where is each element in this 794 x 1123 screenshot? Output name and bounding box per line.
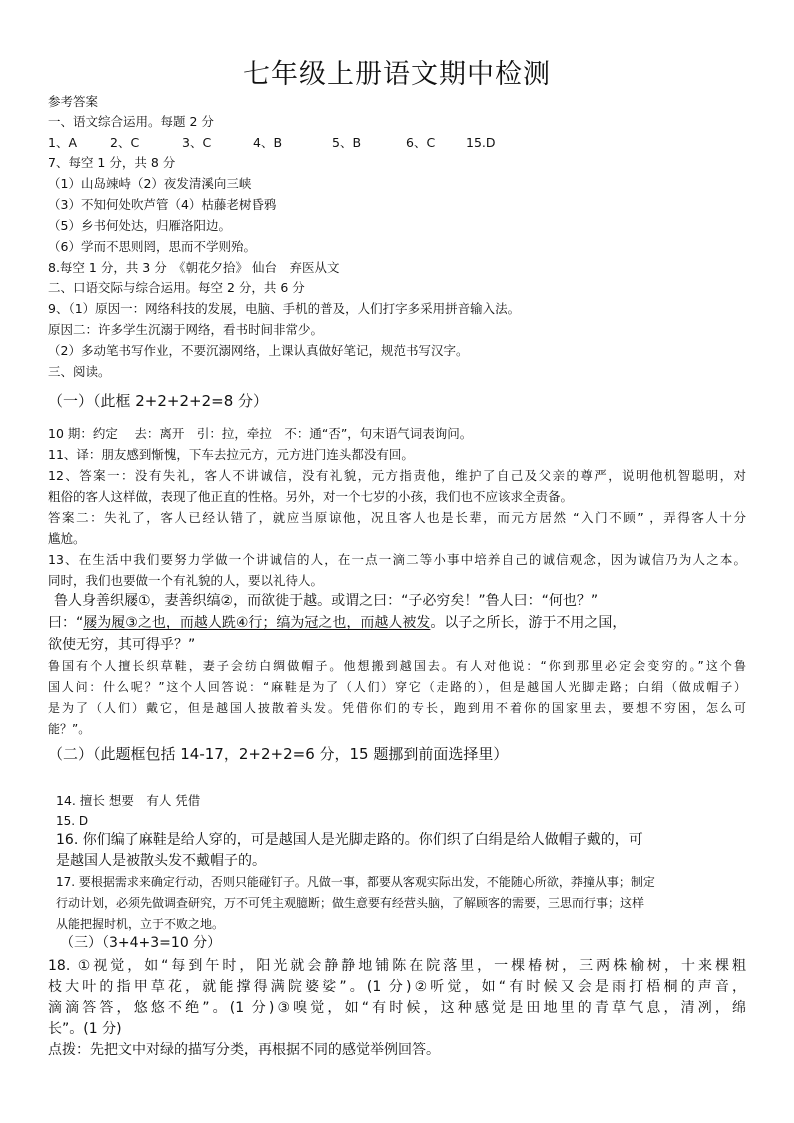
part3-heading: 三、阅读。 (48, 364, 111, 379)
q11-answer: 11、译：朋友感到惭愧，下车去拉元方，元方进门连头都没有回。 (48, 447, 414, 462)
q16-line: 是越国人是被散头发不戴帽子的。 (56, 853, 266, 869)
choice-answer: 1、A (48, 135, 78, 150)
q10-answer: 10 期：约定 去：离开 引：拉，牵拉 不：通“否”，句末语气词表询问。 (48, 426, 473, 441)
q7-line: （3）不知何处吹芦管（4）枯藤老树昏鸦 (48, 197, 277, 212)
choice-answer: 2、C (110, 135, 140, 150)
choice-answer: 4、B (253, 135, 283, 150)
passage-line: 鲁人身善织屦①，妻善织缟②，而欲徙于越。或谓之曰：“子必穷矣！”鲁人曰：“何也？” (54, 593, 599, 609)
q7-line: （6）学而不思则罔，思而不学则殆。 (48, 239, 256, 254)
translation-line: 国人问：什么呢？”这个人回答说：“麻鞋是为了（人们）穿它（走路的），但是越国人光脚走路；白绢（做成帽子） (48, 680, 746, 694)
passage-underlined-text: 屦为履③之也，而越人跣④行；缟为冠之也，而越人被发 (83, 615, 431, 631)
answers-label: 参考答案 (48, 94, 99, 109)
q18-line: 18. ①视觉，如“每到午时，阳光就会静静地铺陈在院落里，一棵椿树，三两株榆树，十来棵粗 (48, 958, 746, 974)
q9-line: 原因二：许多学生沉溺于网络，看书时间非常少。 (48, 322, 324, 337)
q12-line: 尴尬。 (48, 531, 86, 546)
choice-answer: 5、B (332, 135, 362, 150)
translation-line: 是为了（人们）戴它，但是越国人披散着头发。凭借你们的专长，跑到用不着你的国家里去，要想不穷困，怎么可 (48, 701, 746, 715)
section3-heading: （三）（3+4+3=10 分） (60, 935, 222, 951)
passage-text: 。以子之所长，游于不用之国， (430, 615, 627, 631)
choice-answer: 3、C (182, 135, 212, 150)
section2-heading: （二）（此题框包括 14-17，2+2+2=6 分，15 题挪到前面选择里） (48, 745, 509, 763)
choice-answer: 15.D (466, 135, 496, 150)
passage-line (48, 615, 626, 631)
q16-line: 16. 你们编了麻鞋是给人穿的，可是越国人是光脚走路的。你们织了白绢是给人做帽子戴的，可 (56, 832, 643, 848)
q15-answer: 15. D (56, 814, 89, 828)
translation-line: 能？”。 (48, 722, 91, 736)
q12-line: 粗俗的客人这样做，表现了他正直的性格。另外，对一个七岁的小孩，我们也不应该求全责备。 (48, 489, 574, 504)
q18-line: 长”。(1 分) (48, 1021, 122, 1037)
q18-line: 枝大叶的指甲草花，就能撑得满院婆娑”。(1 分)②听觉，如“有时候又会是雨打梧桐的声音， (48, 979, 746, 995)
q7-line: （5）乡书何处达，归雁洛阳边。 (48, 218, 231, 233)
q18-line: 滴滴答答，悠悠不绝”。(1 分)③嗅觉，如“有时候，这种感觉是田地里的青草气息，清冽，绵 (48, 1000, 746, 1016)
translation-line: 鲁国有个人擅长织草鞋，妻子会纺白绸做帽子。他想搬到越国去。有人对他说：“你到那里必定会变穷的。”这个鲁 (48, 659, 746, 673)
q7-line: （1）山岛竦峙（2）夜发清溪向三峡 (48, 176, 252, 191)
q17-line: 行动计划，必须先做调查研究，万不可凭主观臆断；做生意要有经营头脑，了解顾客的需要，三思而行事；这样 (56, 896, 645, 910)
q17-line: 17. 要根据需求来确定行动，否则只能碰钉子。凡做一事，都要从客观实际出发，不能随心所欲，莽撞从事；制定 (56, 875, 655, 889)
q18-tip: 点拨：先把文中对绿的描写分类，再根据不同的感觉举例回答。 (48, 1042, 440, 1058)
q14-answer: 14. 擅长 想要 有人 凭借 (56, 793, 201, 808)
q9-line: 9、（1）原因一：网络科技的发展，电脑、手机的普及，人们打字多采用拼音输入法。 (48, 301, 521, 316)
section1-heading: （一）（此框 2+2+2+2=8 分） (48, 392, 269, 410)
q17-line: 从能把握时机，立于不败之地。 (56, 917, 225, 931)
q9-line: （2）多动笔书写作业，不要沉溺网络，上课认真做好笔记，规范书写汉字。 (48, 343, 469, 358)
q13-line: 13、在生活中我们要努力学做一个讲诚信的人，在一点一滴二等小事中培养自己的诚信观念，因为诚信乃为人之本。 (48, 552, 746, 567)
q12-line: 12、答案一：没有失礼，客人不讲诚信，没有礼貌，元方指责他，维护了自己及父亲的尊严，说明他机智聪明，对 (48, 468, 746, 483)
passage-text: 曰：“ (48, 615, 84, 631)
part1-heading: 一、语文综合运用。每题 2 分 (48, 114, 214, 129)
passage-line: 欲使无穷，其可得乎？” (48, 637, 196, 653)
part2-heading: 二、口语交际与综合运用。每空 2 分，共 6 分 (48, 280, 305, 295)
choice-answer: 6、C (406, 135, 436, 150)
q12-line: 答案二：失礼了，客人已经认错了，就应当原谅他，况且客人也是长辈，而元方居然 “入门不顾” ，弄得客人十分 (48, 510, 746, 525)
q13-line: 同时，我们也要做一个有礼貌的人，要以礼待人。 (48, 573, 324, 588)
q8-answer: 8.每空 1 分，共 3 分 《朝花夕拾》 仙台 弃医从文 (48, 260, 340, 275)
page-title: 七年级上册语文期中检测 (243, 59, 551, 90)
q7-heading: 7、每空 1 分，共 8 分 (48, 155, 176, 170)
